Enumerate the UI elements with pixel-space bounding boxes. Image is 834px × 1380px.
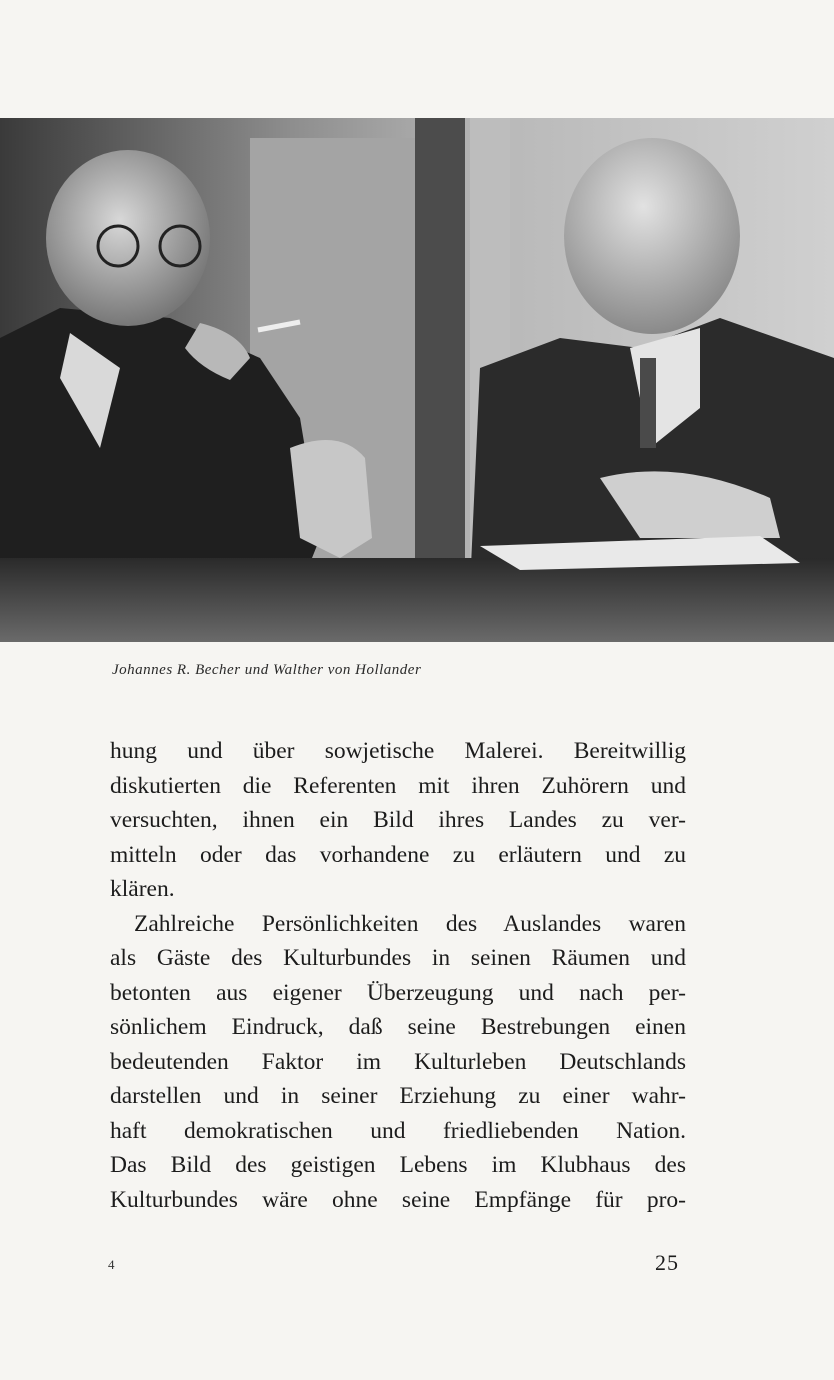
text-line: haft demokratischen und friedliebenden Nation.: [110, 1117, 686, 1144]
text-line: als Gäste des Kulturbundes in seinen Räumen und: [110, 945, 686, 971]
text-line: bedeutenden Faktor im Kulturleben Deutschlands: [110, 1048, 686, 1075]
signature-mark: 4: [108, 1257, 115, 1272]
text-line: diskutierten die Referenten mit ihren Zuhörern und: [110, 772, 686, 799]
text-line: betonten aus eigener Überzeugung und nach per-: [110, 979, 686, 1006]
photograph: [0, 118, 834, 642]
text-line: hung und über sowjetische Malerei. Bereitwillig: [110, 738, 686, 764]
text-line: Das Bild des geistigen Lebens im Klubhaus des: [110, 1152, 686, 1178]
text-line: Kulturbundes wäre ohne seine Empfänge für pro-: [110, 1186, 686, 1213]
page-number: 25: [655, 1250, 679, 1275]
photo-caption: Johannes R. Becher und Walther von Hollander: [112, 662, 422, 678]
text-line: darstellen und in seiner Erziehung zu einer wahr-: [110, 1083, 686, 1109]
text-line: sönlichem Eindruck, daß seine Bestrebungen einen: [110, 1014, 686, 1040]
body-text: [110, 734, 686, 1217]
text-line: klären.: [110, 876, 175, 902]
text-line: Zahlreiche Persönlichkeiten des Auslandes waren: [134, 910, 686, 937]
text-line: versuchten, ihnen ein Bild ihres Landes zu ver-: [110, 807, 686, 833]
text-line: mitteln oder das vorhandene zu erläutern und zu: [110, 841, 686, 868]
